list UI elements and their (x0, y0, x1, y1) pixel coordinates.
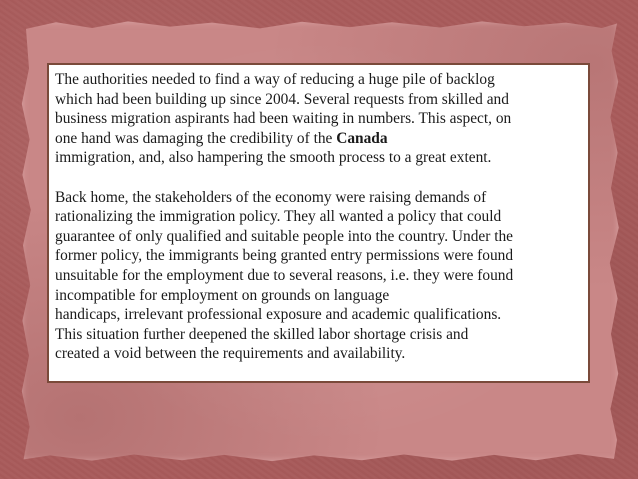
bold-keyword-canada: Canada (336, 129, 388, 147)
text-line: which had been building up since 2004. Several requests from skilled and (55, 90, 509, 108)
paragraph-backlog (55, 70, 582, 168)
text-line: The authorities needed to find a way of reducing a huge pile of backlog (55, 71, 495, 88)
text-line: unsuitable for the employment due to several reasons, i.e. they were found (55, 266, 514, 284)
text-box (47, 63, 590, 383)
text-line: incompatible for employment on grounds on language (55, 286, 390, 304)
text-span: one hand was damaging the credibility of the (55, 129, 337, 147)
text-line: former policy, the immigrants being granted entry permissions were found (55, 247, 514, 265)
text-line: created a void between the requirements and availability. (55, 345, 406, 363)
text-line: rationalizing the immigration policy. They all wanted a policy that could (55, 208, 502, 226)
text-line: This situation further deepened the skilled labor shortage crisis and (55, 325, 469, 343)
text-line: Back home, the stakeholders of the economy were raising demands of (55, 188, 487, 206)
text-line: guarantee of only qualified and suitable people into the country. Under the (55, 227, 514, 245)
text-line: business migration aspirants had been waiting in numbers. This aspect, on (55, 110, 512, 128)
text-line: immigration, and, also hampering the smooth process to a great extent. (55, 149, 492, 167)
text-line: handicaps, irrelevant professional exposure and academic qualifications. (55, 306, 502, 324)
text-line (55, 129, 582, 149)
paragraph-policy (55, 188, 582, 364)
